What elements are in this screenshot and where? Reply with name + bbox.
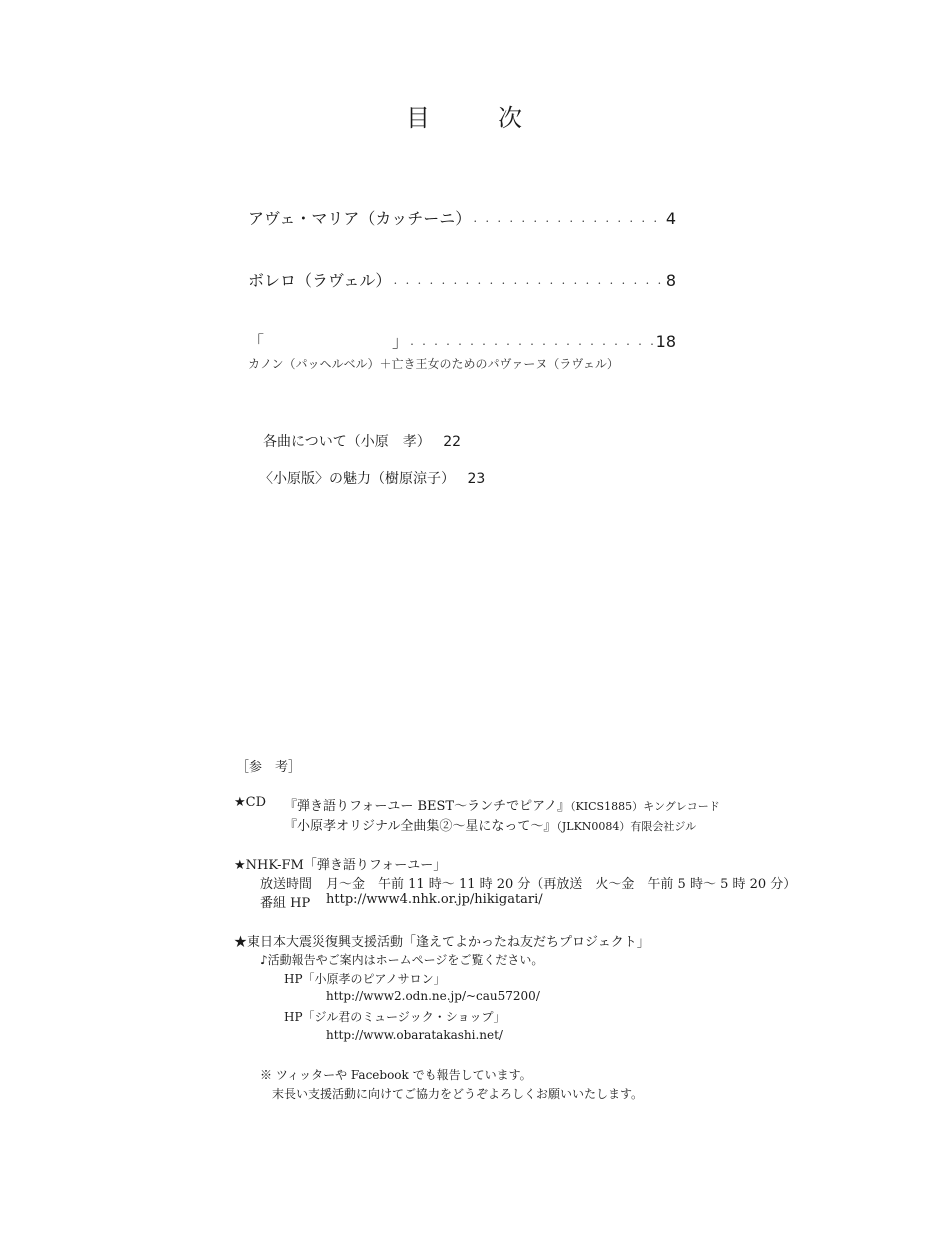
toc-subtitle: カノン（パッヘルベル）＋亡き王女のためのパヴァーヌ（ラヴェル） xyxy=(248,357,619,371)
extra-entry-label: 各曲について（小原 孝） xyxy=(263,434,431,450)
program-hp-label: 番組 HP xyxy=(260,896,311,911)
cd-label: ★CD xyxy=(234,795,267,810)
hp1-label: HP「小原孝のピアノサロン」 xyxy=(284,972,446,986)
extra-entry-commentary[interactable] xyxy=(263,431,461,451)
toc-entry-page: 8 xyxy=(665,271,676,290)
page-title: 目 次 xyxy=(406,104,544,132)
nhk-title: ★NHK-FM「弾き語りフォーユー」 xyxy=(234,858,447,873)
cd2-line xyxy=(284,815,696,834)
toc-entry-label: アヴェ・マリア（カッチーニ） xyxy=(248,209,472,228)
cd2-title: 『小原孝オリジナル全曲集②～星になって～』 xyxy=(284,819,557,834)
toc-entry-ave-maria[interactable] xyxy=(248,206,676,229)
cd1-code: （KICS1885）キングレコード xyxy=(570,800,720,813)
broadcast-label: 放送時間 xyxy=(260,877,313,892)
cd1-title: 『弾き語りフォーユー BEST～ランチでピアノ』 xyxy=(284,799,571,814)
toc-leader-dots xyxy=(391,271,663,290)
cd2-code: （JLKN0084）有限会社ジル xyxy=(556,820,697,833)
extra-entry-essay[interactable] xyxy=(259,468,485,488)
toc-entry-bolero[interactable] xyxy=(248,268,676,291)
reference-heading: ［参 考］ xyxy=(236,760,302,775)
toc-entry-page: 18 xyxy=(655,332,676,351)
extra-entry-page: 22 xyxy=(443,434,462,450)
hp2-label: HP「ジル君のミュージック・ショップ」 xyxy=(284,1010,506,1024)
toc-leader-dots xyxy=(408,332,654,351)
hp1-url[interactable]: http://www2.odn.ne.jp/~cau57200/ xyxy=(326,989,540,1003)
toc-entry-page: 4 xyxy=(665,209,676,228)
hp2-url[interactable]: http://www.obaratakashi.net/ xyxy=(326,1028,503,1042)
note-closing: 末長い支援活動に向けてご協力をどうぞよろしくお願いいたします。 xyxy=(272,1087,644,1101)
cd1-line xyxy=(284,795,720,814)
extra-entry-label: 〈小原版〉の魅力（樹原涼子） xyxy=(259,471,455,487)
broadcast-value: 月～金 午前 11 時～ 11 時 20 分（再放送 火～金 午前 5 時～ 5 時 20 分） xyxy=(326,877,797,892)
toc-entry-label: ボレロ（ラヴェル） xyxy=(248,271,392,290)
extra-entry-page: 23 xyxy=(467,471,486,487)
toc-entry-medley[interactable] xyxy=(248,329,676,352)
project-note: ♪活動報告やご案内はホームページをご覧ください。 xyxy=(260,953,544,967)
toc-entry-label: 「 」 xyxy=(248,332,409,351)
program-hp-url[interactable]: http://www4.nhk.or.jp/hikigatari/ xyxy=(326,892,543,907)
project-title: ★東日本大震災復興支援活動「逢えてよかったね友だちプロジェクト」 xyxy=(234,935,650,950)
note-social: ※ ツィッターや Facebook でも報告しています。 xyxy=(260,1068,532,1082)
toc-leader-dots xyxy=(471,209,664,228)
